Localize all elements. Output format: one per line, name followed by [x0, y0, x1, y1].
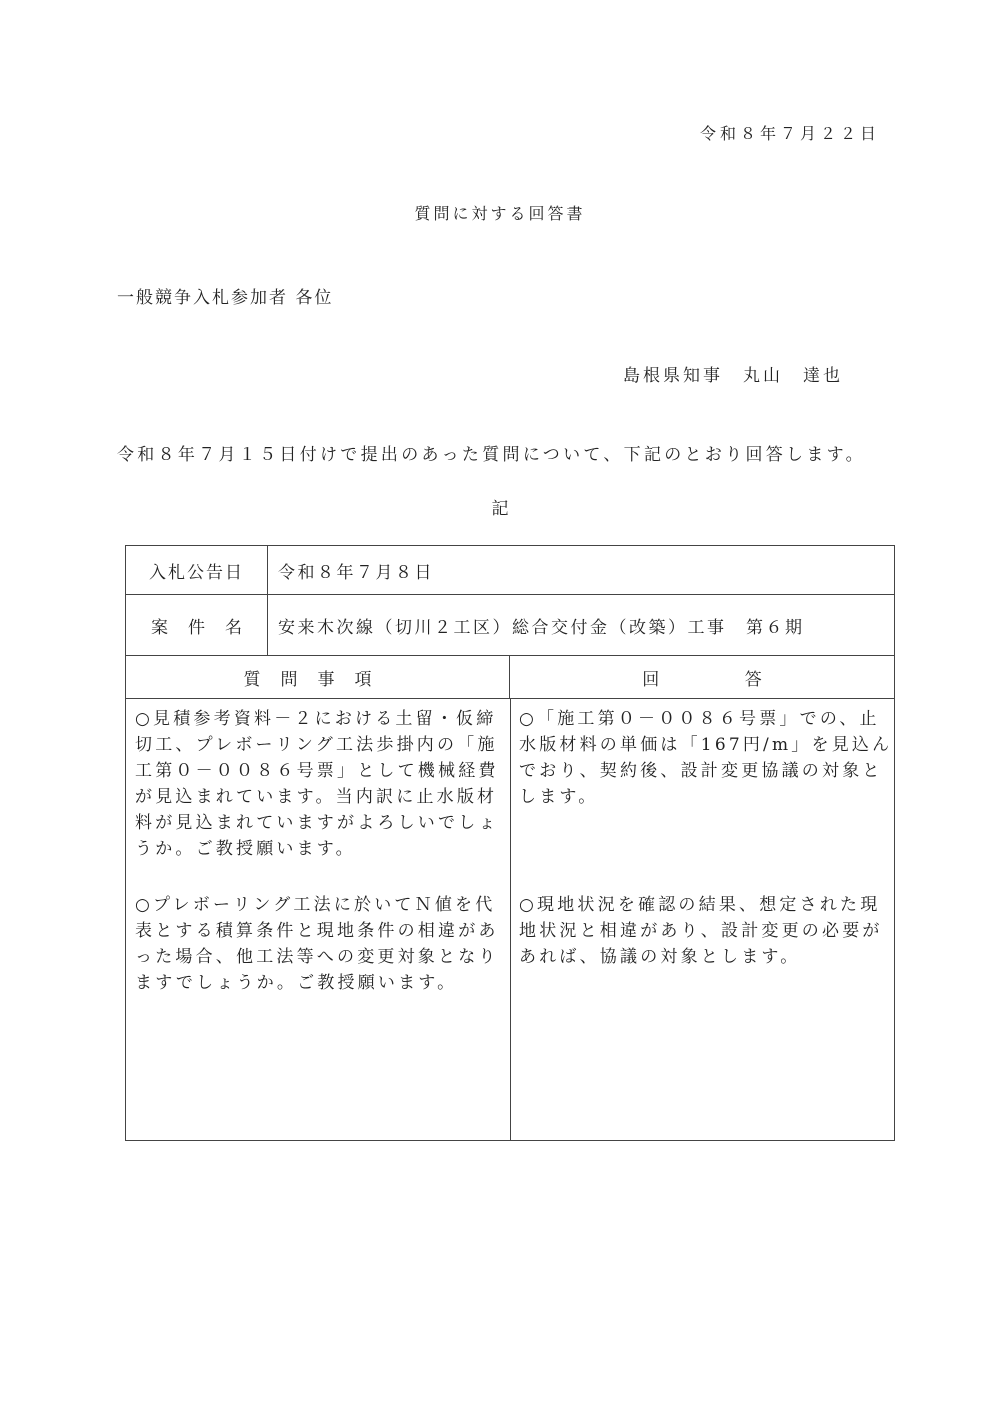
project-label: 案件名: [126, 595, 268, 655]
question-1-line: ○見積参考資料－２における土留・仮締: [135, 709, 497, 729]
sender: [623, 361, 843, 386]
notice-date-value: 令和８年７月８日: [278, 562, 434, 583]
answer-1-line: します。: [519, 787, 599, 807]
sender-title: 島根県知事: [623, 366, 723, 386]
answer-2-line: ○現地状況を確認の結果、想定された現: [519, 895, 881, 915]
answer-1-line: でおり、契約後、設計変更協議の対象と: [519, 761, 883, 781]
notice-date-label: 入札公告日: [126, 546, 268, 594]
answer-1-line: ○「施工第０－００８６号票」での、止: [519, 709, 880, 729]
addressee: 一般競争入札参加者 各位: [117, 288, 334, 308]
ki-heading: 記: [491, 499, 509, 519]
question-2: [135, 892, 499, 996]
question-2-line: 表とする積算条件と現地条件の相違があ: [135, 921, 499, 941]
answer-1: [519, 706, 892, 810]
answer-1-line: 水版材料の単価は「167円/m」を見込ん: [519, 735, 893, 755]
project-value: 安来木次線（切川２工区）総合交付金（改築）工事 第６期: [278, 617, 805, 638]
answer-2-line: 地状況と相違があり、設計変更の必要が: [519, 921, 883, 941]
qa-table: [125, 545, 895, 1141]
sender-name: 丸山 達也: [743, 366, 843, 386]
question-1-line: うか。ご教授願います。: [135, 839, 356, 859]
question-header: 質問事項: [126, 656, 510, 699]
body-text: 令和８年７月１５日付けで提出のあった質問について、下記のとおり回答します。: [117, 445, 866, 465]
answer-header: 回 答: [510, 656, 894, 699]
question-2-line: ○プレボーリング工法に於いてＮ値を代: [135, 895, 496, 915]
column-divider: [510, 699, 511, 1140]
question-2-line: った場合、他工法等への変更対象となり: [135, 947, 499, 967]
project-row: [126, 595, 894, 656]
answer-2-line: あれば、協議の対象とします。: [519, 947, 801, 967]
document-date: 令和８年７月２２日: [699, 124, 880, 143]
question-2-line: ますでしょうか。ご教授願います。: [135, 973, 458, 993]
question-1-line: 料が見込まれていますがよろしいでしょ: [135, 813, 499, 833]
answer-2: [519, 892, 883, 970]
question-1-line: が見込まれています。当内訳に止水版材: [135, 787, 498, 807]
question-1: [135, 706, 499, 862]
question-1-line: 工第０－００８６号票」として機械経費: [135, 761, 499, 781]
document-title: 質問に対する回答書: [414, 204, 586, 223]
question-1-line: 切工、プレボーリング工法歩掛内の「施: [135, 735, 498, 755]
notice-date-row: [126, 546, 894, 595]
